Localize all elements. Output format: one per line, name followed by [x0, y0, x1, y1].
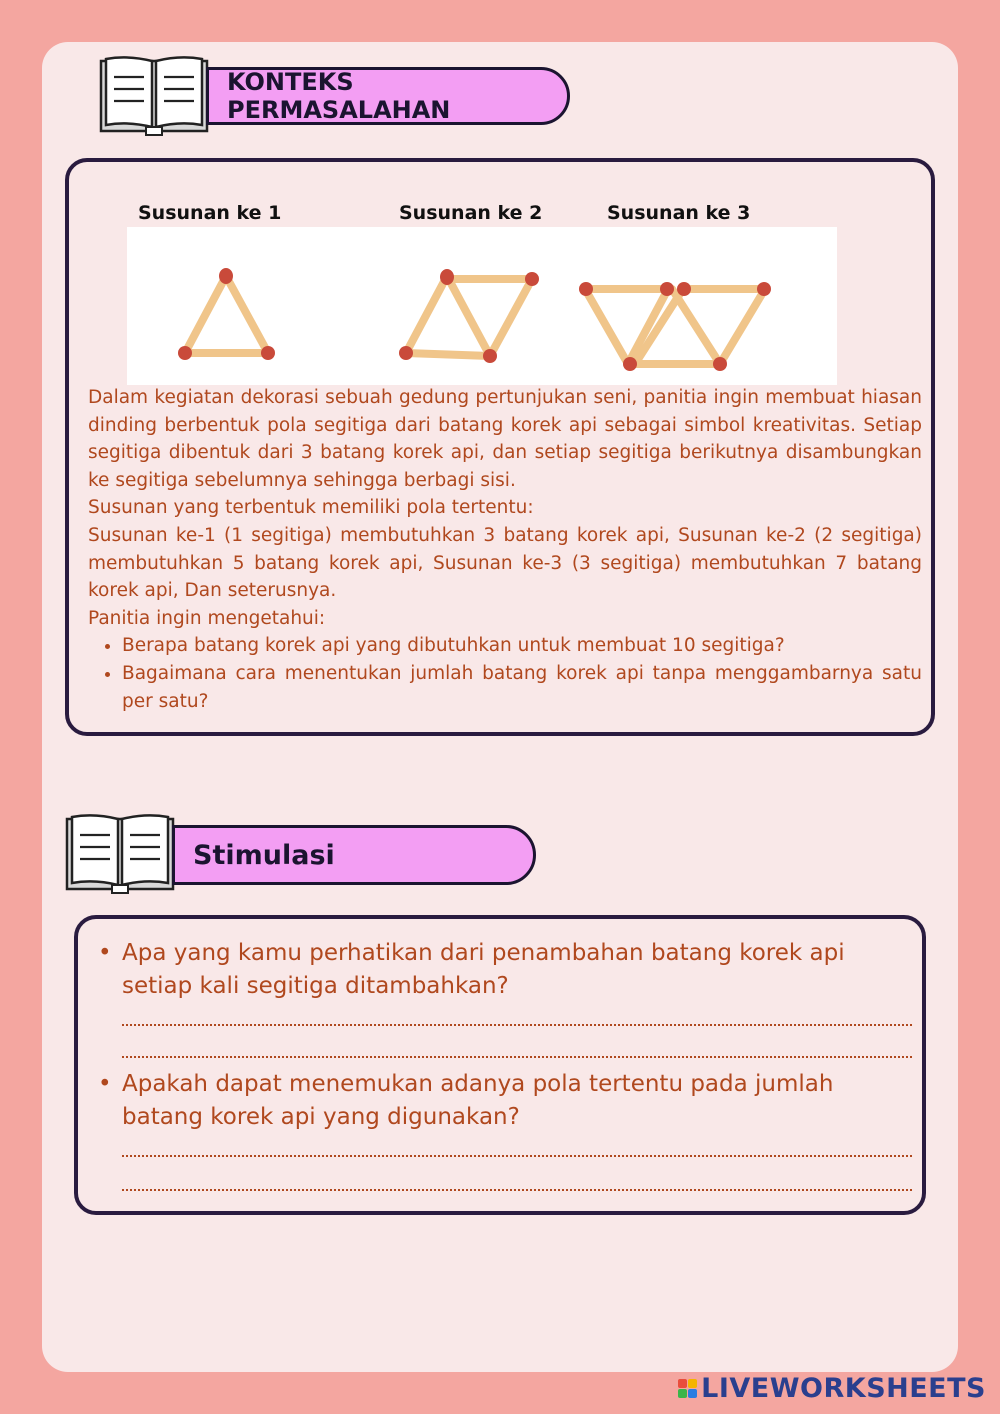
- answer-line[interactable]: [122, 1024, 912, 1026]
- context-text: [88, 384, 922, 715]
- stimulasi-question-1: [98, 937, 898, 1007]
- context-question-list: [88, 632, 922, 715]
- book-icon: [64, 813, 176, 895]
- matchstick-figure: [127, 227, 837, 385]
- figure-label-2: Susunan ke 2: [399, 202, 543, 224]
- bullet-icon: •: [98, 940, 112, 966]
- section-title: KONTEKS PERMASALAHAN: [227, 68, 451, 124]
- figure-label-1: Susunan ke 1: [138, 202, 282, 224]
- list-item: • Bagaimana cara menentukan jumlah batang korek api tanpa menggambarnya satu per satu?: [122, 660, 922, 715]
- brand-name: LIVEWORKSHEETS: [701, 1373, 986, 1404]
- context-paragraph: Susunan ke-1 (1 segitiga) membutuhkan 3 batang korek api, Susunan ke-2 (2 segitiga) membutuhkan 5 batang korek api, Susunan ke-3 (3 segitiga) membutuhkan 7 batang korek api, Dan seterusnya.: [88, 524, 922, 602]
- stimulasi-question-2: [98, 1068, 898, 1138]
- context-paragraph: Panitia ingin mengetahui:: [88, 607, 326, 629]
- answer-line[interactable]: [122, 1056, 912, 1058]
- question-text: Apa yang kamu perhatikan dari penambahan batang korek api setiap kali segitiga ditambahkan?: [122, 940, 845, 999]
- book-icon: [98, 55, 210, 137]
- liveworksheets-logo: [678, 1373, 986, 1404]
- section-title: Stimulasi: [193, 839, 335, 871]
- list-item: • Berapa batang korek api yang dibutuhkan untuk membuat 10 segitiga?: [122, 632, 922, 660]
- context-paragraph: Dalam kegiatan dekorasi sebuah gedung pertunjukan seni, panitia ingin membuat hiasan dinding berbentuk pola segitiga dari batang korek api sebagai simbol kreativitas. Setiap segitiga dibentuk dari 3 batang korek api, dan setiap segitiga berikutnya disambungkan ke segitiga sebelumnya sehingga berbagi sisi.: [88, 387, 922, 491]
- answer-line[interactable]: [122, 1189, 912, 1191]
- section-header-konteks: [206, 67, 570, 125]
- context-paragraph: Susunan yang terbentuk memiliki pola tertentu:: [88, 497, 534, 519]
- brand-icon: [678, 1379, 697, 1398]
- question-text: Apakah dapat menemukan adanya pola tertentu pada jumlah batang korek api yang digunakan?: [122, 1071, 834, 1130]
- bullet-icon: •: [98, 1071, 112, 1097]
- matchstick-illustration: [127, 227, 837, 385]
- answer-line[interactable]: [122, 1155, 912, 1157]
- section-header-stimulasi: [172, 825, 536, 885]
- figure-label-3: Susunan ke 3: [607, 202, 751, 224]
